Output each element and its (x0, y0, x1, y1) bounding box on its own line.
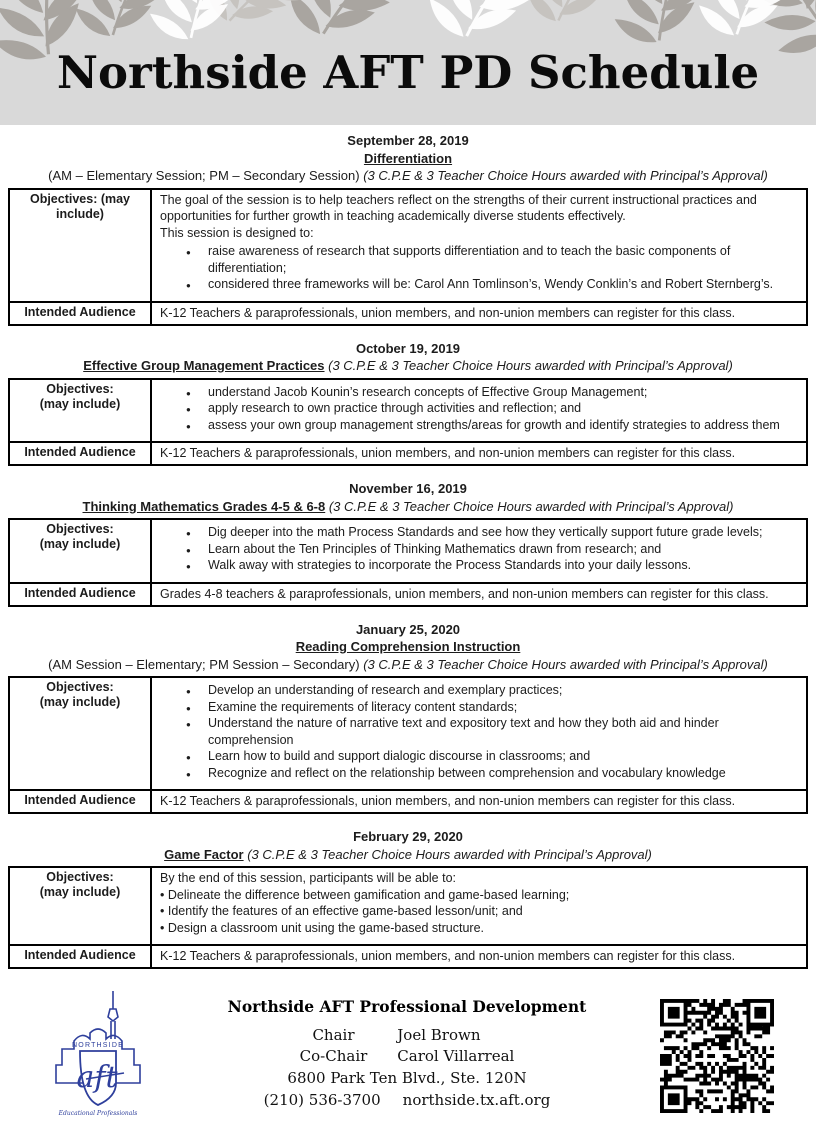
session-credit: (3 C.P.E & 3 Teacher Choice Hours awarded with Principal’s Approval) (243, 846, 652, 862)
session-section (8, 828, 808, 969)
objectives-content (151, 867, 807, 945)
objective-item: • Design a classroom unit using the game-based structure. (160, 920, 796, 937)
audience-label: Intended Audience (9, 945, 151, 968)
objective-item: ● considered three frameworks will be: Carol Ann Tomlinson’s, Wendy Conklin’s and Robert Sternberg’s. (208, 276, 796, 293)
objectives-row (9, 677, 807, 790)
objectives-bullet-list (160, 887, 796, 937)
objective-item: ● raise awareness of research that supports differentiation and to teach the basic components of differentiation; (208, 243, 796, 276)
svg-text:Educational Professionals: Educational Professionals (58, 1110, 138, 1117)
objectives-content (151, 677, 807, 790)
session-section (8, 132, 808, 326)
session-header (8, 132, 808, 185)
contact-role: Chair (312, 1026, 355, 1044)
audience-content: K-12 Teachers & paraprofessionals, union members, and non-union members can register for this class. (151, 790, 807, 813)
session-table (8, 676, 808, 814)
objectives-content (151, 519, 807, 583)
schedule-body (0, 125, 816, 969)
website-url: northside.tx.aft.org (402, 1091, 551, 1109)
session-date: November 16, 2019 (349, 481, 467, 496)
session-note: (AM Session – Elementary; PM Session – Secondary) (48, 656, 360, 672)
footer-contact-block (154, 987, 660, 1110)
audience-content: K-12 Teachers & paraprofessionals, union members, and non-union members can register for this class. (151, 945, 807, 968)
contact-role: Co-Chair (299, 1047, 368, 1065)
objective-item: • Identify the features of an effective game-based lesson/unit; and (160, 903, 796, 920)
objective-item: ● Learn how to build and support dialogic discourse in classrooms; and (208, 748, 796, 765)
objectives-label: Objectives: (may include) (9, 867, 151, 945)
page-title: Northside AFT PD Schedule (56, 46, 760, 99)
audience-row (9, 790, 807, 813)
session-section (8, 340, 808, 467)
session-title: Game Factor (164, 846, 244, 862)
session-title-line (8, 846, 808, 864)
audience-label: Intended Audience (9, 790, 151, 813)
objectives-row (9, 189, 807, 302)
audience-content: Grades 4-8 teachers & paraprofessionals, union members, and non-union members can register for this class. (151, 583, 807, 606)
audience-content: K-12 Teachers & paraprofessionals, union members, and non-union members can register for this class. (151, 442, 807, 465)
session-title: Thinking Mathematics Grades 4-5 & 6-8 (82, 498, 326, 514)
session-note-line (8, 167, 808, 185)
objective-item: ● Recognize and reflect on the relationship between comprehension and vocabulary knowledge (208, 765, 796, 782)
objectives-intro: This session is designed to: (160, 225, 314, 240)
objective-item: ● understand Jacob Kounin’s research concepts of Effective Group Management; (208, 384, 796, 401)
objective-item: ● Dig deeper into the math Process Standards and see how they vertically support future grade levels; (208, 524, 796, 541)
session-title-line (8, 357, 808, 375)
objectives-label: Objectives: (may include) (9, 519, 151, 583)
objective-item: ● apply research to own practice through activities and reflection; and (208, 400, 796, 417)
audience-row (9, 442, 807, 465)
session-title-line (8, 150, 808, 168)
qr-code-icon (660, 999, 774, 1113)
phone-website-line (264, 1091, 551, 1109)
session-note-line (8, 656, 808, 674)
northside-aft-logo-icon (42, 987, 154, 1117)
audience-row (9, 945, 807, 968)
footer-heading: Northside AFT Professional Development (227, 997, 587, 1016)
session-title: Effective Group Management Practices (83, 358, 325, 373)
objectives-label: Objectives: (may include) (9, 677, 151, 790)
objective-item: ● Learn about the Ten Principles of Thinking Mathematics drawn from research; and (208, 541, 796, 558)
session-date: September 28, 2019 (347, 133, 469, 148)
session-credit: (3 C.P.E & 3 Teacher Choice Hours awarded with Principal’s Approval) (325, 498, 734, 514)
audience-label: Intended Audience (9, 442, 151, 465)
session-section (8, 621, 808, 815)
audience-label: Intended Audience (9, 583, 151, 606)
svg-text:NORTHSIDE: NORTHSIDE (72, 1042, 124, 1049)
objectives-row (9, 867, 807, 945)
objective-item: ● Walk away with strategies to incorporate the Process Standards into your daily lessons. (208, 557, 796, 574)
address-line: 6800 Park Ten Blvd., Ste. 120N (287, 1069, 527, 1087)
session-note: (AM – Elementary Session; PM – Secondary Session) (48, 168, 360, 183)
audience-row (9, 302, 807, 325)
session-section (8, 480, 808, 607)
session-title: Differentiation (363, 150, 453, 166)
objectives-intro: By the end of this session, participants will be able to: (160, 871, 456, 885)
session-credit: (3 C.P.E & 3 Teacher Choice Hours awarded with Principal’s Approval) (324, 358, 733, 373)
qr-code (660, 987, 778, 1118)
header-band (0, 0, 816, 125)
session-table (8, 518, 808, 607)
session-date: February 29, 2020 (353, 829, 463, 844)
session-title: Reading Comprehension Instruction (295, 639, 521, 654)
svg-text:aft: aft (76, 1060, 118, 1095)
session-credit: (3 C.P.E & 3 Teacher Choice Hours awarded with Principal’s Approval) (359, 656, 768, 672)
objective-item: ● assess your own group management strengths/areas for growth and identify strategies to address them (208, 417, 796, 434)
phone-number: (210) 536-3700 (263, 1091, 381, 1109)
session-header (8, 621, 808, 674)
objectives-label: Objectives: (may include) (9, 379, 151, 443)
session-table (8, 866, 808, 969)
objectives-bullet-list (160, 524, 796, 574)
session-date: October 19, 2019 (355, 340, 461, 356)
audience-label: Intended Audience (9, 302, 151, 325)
session-table (8, 188, 808, 326)
objective-item: ● Develop an understanding of research and exemplary practices; (208, 682, 796, 699)
session-header (8, 480, 808, 515)
session-header (8, 340, 808, 375)
objectives-label: Objectives: (may include) (9, 189, 151, 302)
session-header (8, 828, 808, 863)
session-credit: (3 C.P.E & 3 Teacher Choice Hours awarded with Principal’s Approval) (359, 168, 768, 183)
contact-name: Carol Villarreal (397, 1047, 515, 1065)
contact-name: Joel Brown (397, 1026, 481, 1044)
objective-item: • Delineate the difference between gamification and game-based learning; (160, 887, 796, 904)
objectives-row (9, 519, 807, 583)
session-title-line (8, 498, 808, 516)
objective-item: ● Understand the nature of narrative text and expository text and how they both aid and hinder comprehension (208, 715, 796, 748)
session-table (8, 378, 808, 467)
objectives-intro: The goal of the session is to help teachers reflect on the strengths of their current instructional practices and opportunities for further growth in teaching academically diverse students effectively. (160, 192, 757, 223)
objectives-bullet-list (160, 384, 796, 434)
objective-item: ● Examine the requirements of literacy content standards; (208, 699, 796, 716)
session-date: January 25, 2020 (355, 621, 461, 637)
objectives-content (151, 379, 807, 443)
contact-list (300, 1026, 515, 1065)
objectives-bullet-list (160, 243, 796, 293)
northside-aft-logo (42, 987, 154, 1122)
session-title-line (8, 638, 808, 656)
footer (0, 983, 816, 1122)
audience-content: K-12 Teachers & paraprofessionals, union members, and non-union members can register for this class. (151, 302, 807, 325)
objectives-content (151, 189, 807, 302)
objectives-bullet-list (160, 682, 796, 781)
objectives-row (9, 379, 807, 443)
audience-row (9, 583, 807, 606)
